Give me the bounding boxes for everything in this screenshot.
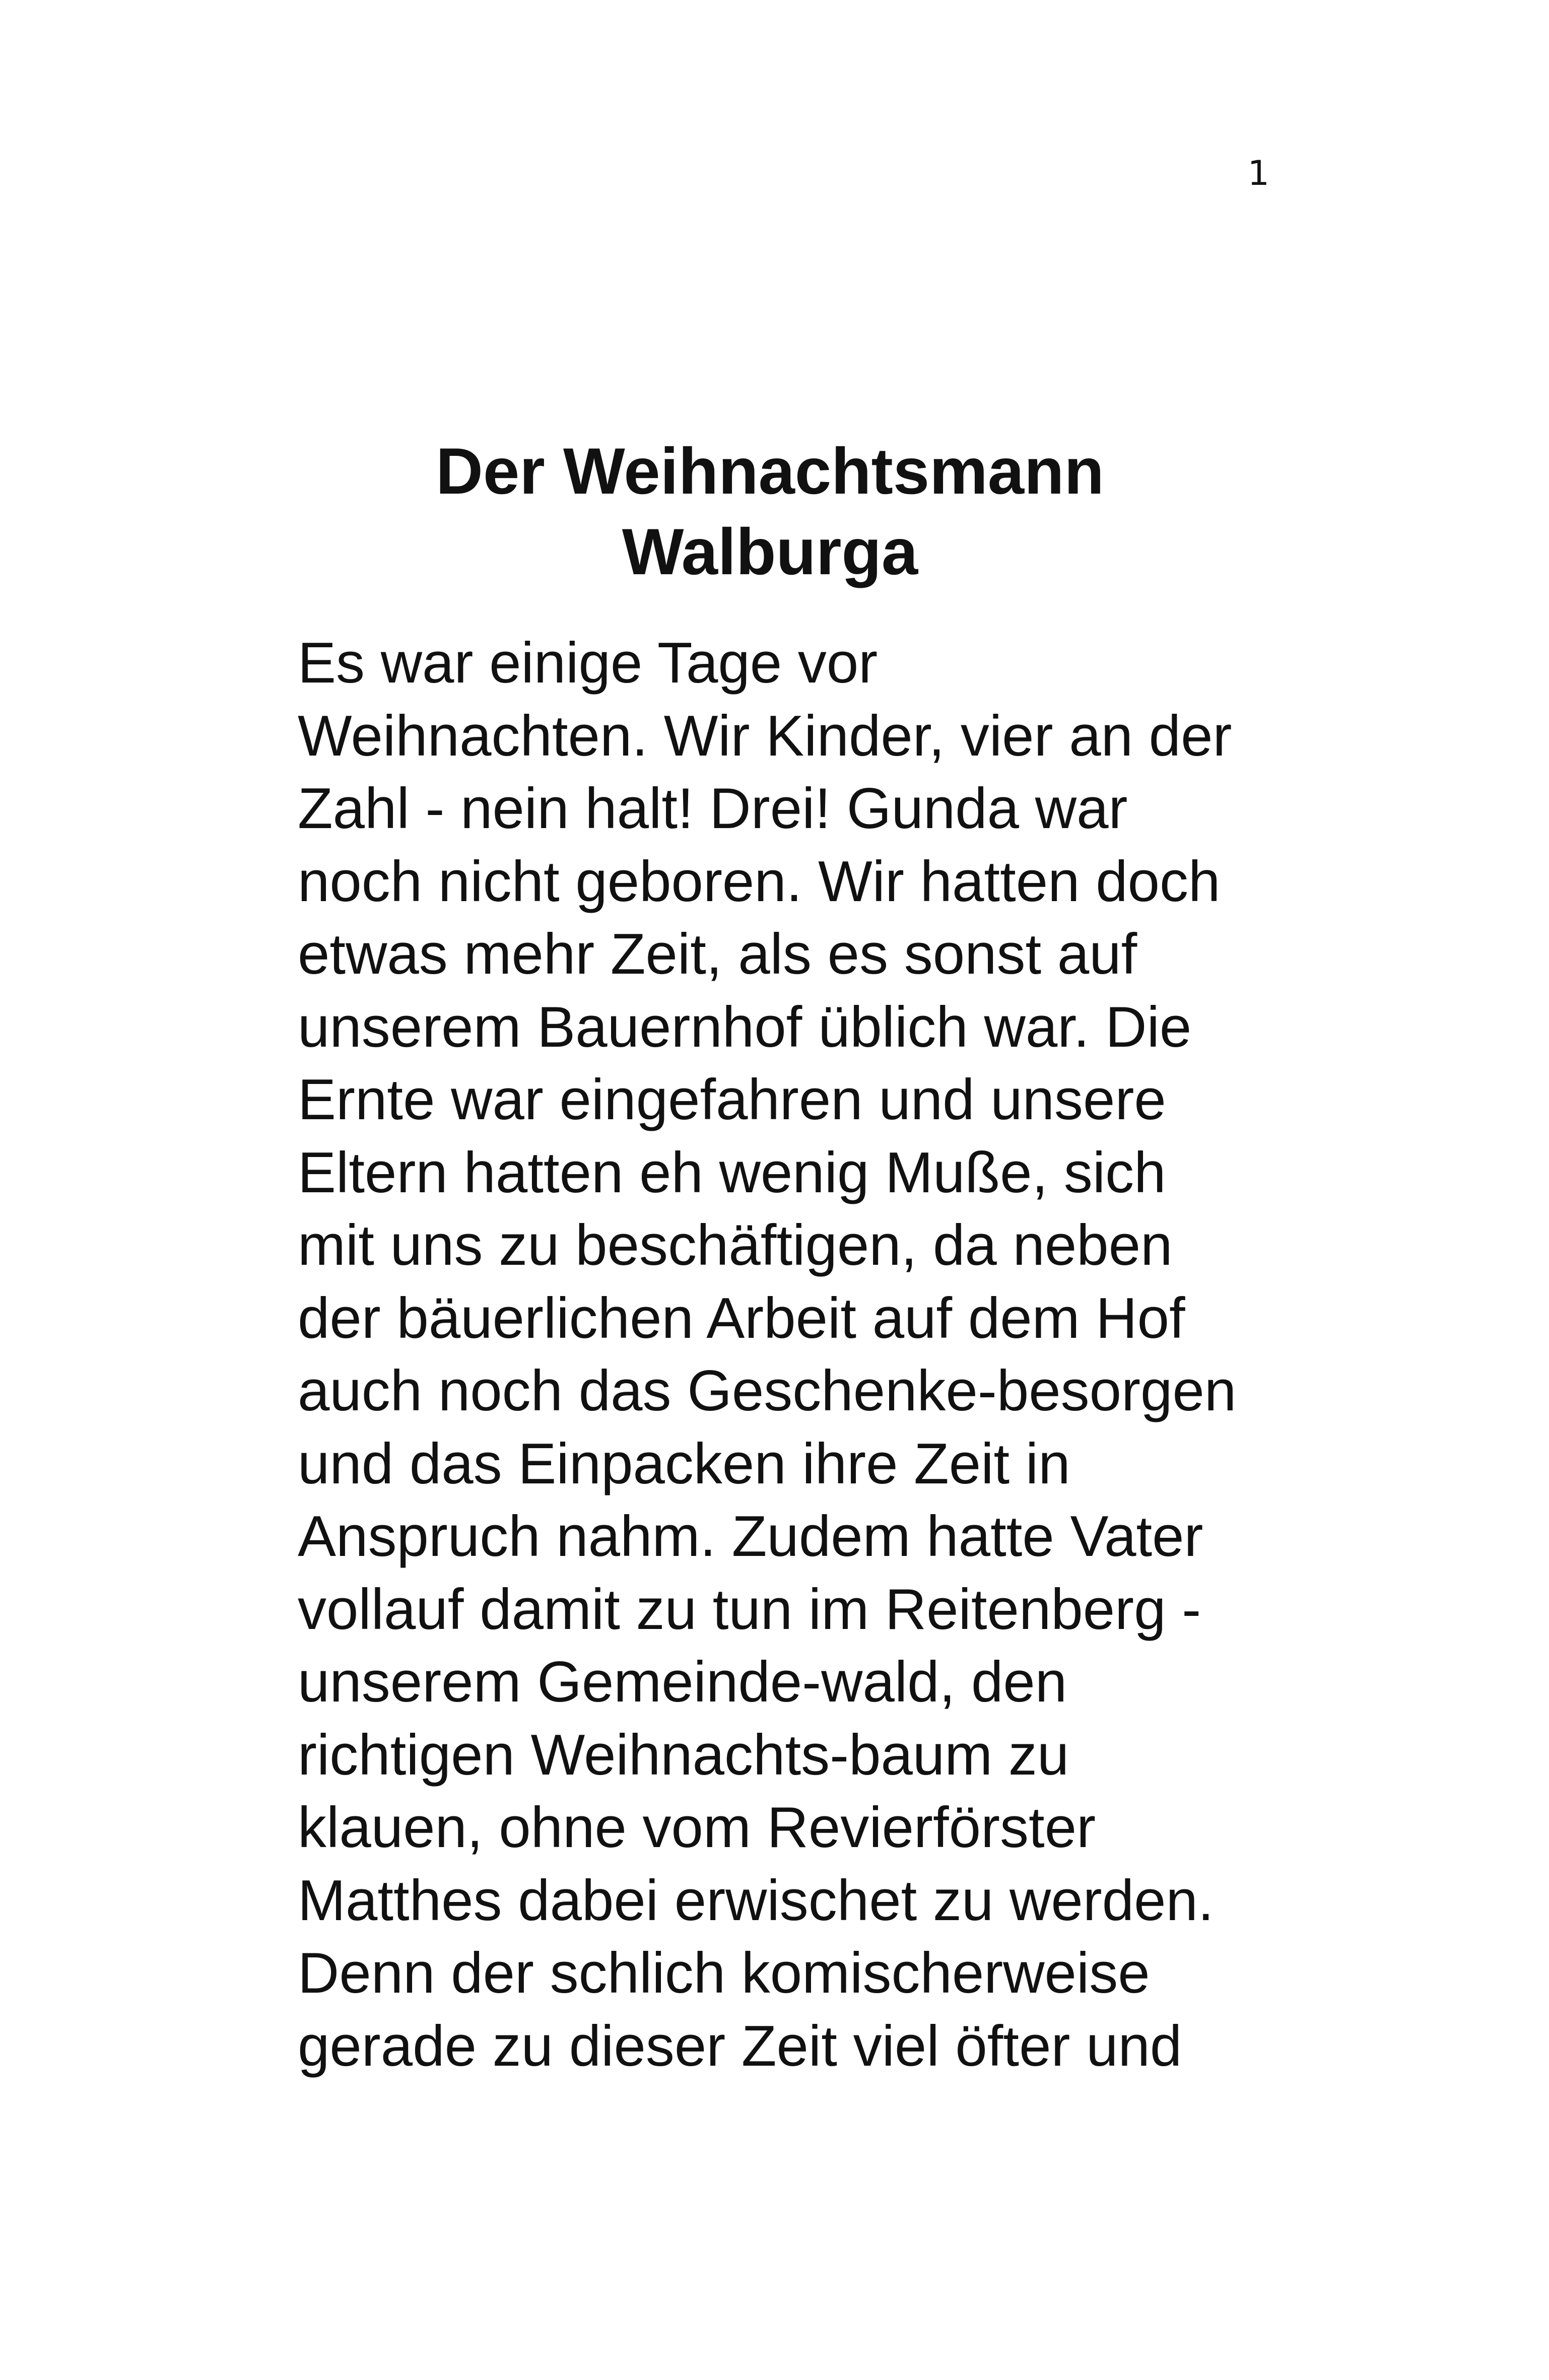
body-line: klauen, ohne vom Revierförster [298, 1796, 1096, 1860]
body-line: Eltern hatten eh wenig Muße, sich [298, 1140, 1166, 1205]
body-line: Anspruch nahm. Zudem hatte Vater [298, 1505, 1203, 1569]
body-line: Ernte war eingefahren und unsere [298, 1068, 1166, 1132]
body-line: gerade zu dieser Zeit viel öfter und [298, 2014, 1182, 2078]
body-line: Weihnachten. Wir Kinder, vier an der [298, 704, 1232, 768]
body-line: unserem Bauernhof üblich war. Die [298, 995, 1192, 1059]
body-line: und das Einpacken ihre Zeit in [298, 1432, 1070, 1496]
body-line: mit uns zu beschäftigen, da neben [298, 1213, 1173, 1277]
chapter-title [298, 431, 1242, 592]
body-line: noch nicht geboren. Wir hatten doch [298, 849, 1221, 914]
body-line: Es war einige Tage vor [298, 631, 878, 695]
body-line: Zahl - nein halt! Drei! Gunda war [298, 777, 1128, 841]
body-line: Denn der schlich komischerweise [298, 1941, 1150, 2005]
body-text [298, 627, 1245, 2083]
body-line: Matthes dabei erwischet zu werden. [298, 1868, 1214, 1933]
body-line: vollauf damit zu tun im Reitenberg - [298, 1577, 1201, 1642]
title-line-1: Der Weihnachtsmann [436, 434, 1104, 508]
body-line: etwas mehr Zeit, als es sonst auf [298, 922, 1137, 986]
body-line: unserem Gemeinde-wald, den [298, 1650, 1067, 1714]
page-number: 1 [1247, 154, 1269, 193]
body-line: richtigen Weihnachts-baum zu [298, 1723, 1069, 1787]
body-line: auch noch das Geschenke-besorgen [298, 1359, 1237, 1423]
body-line: der bäuerlichen Arbeit auf dem Hof [298, 1286, 1185, 1350]
title-line-2: Walburga [622, 515, 918, 588]
